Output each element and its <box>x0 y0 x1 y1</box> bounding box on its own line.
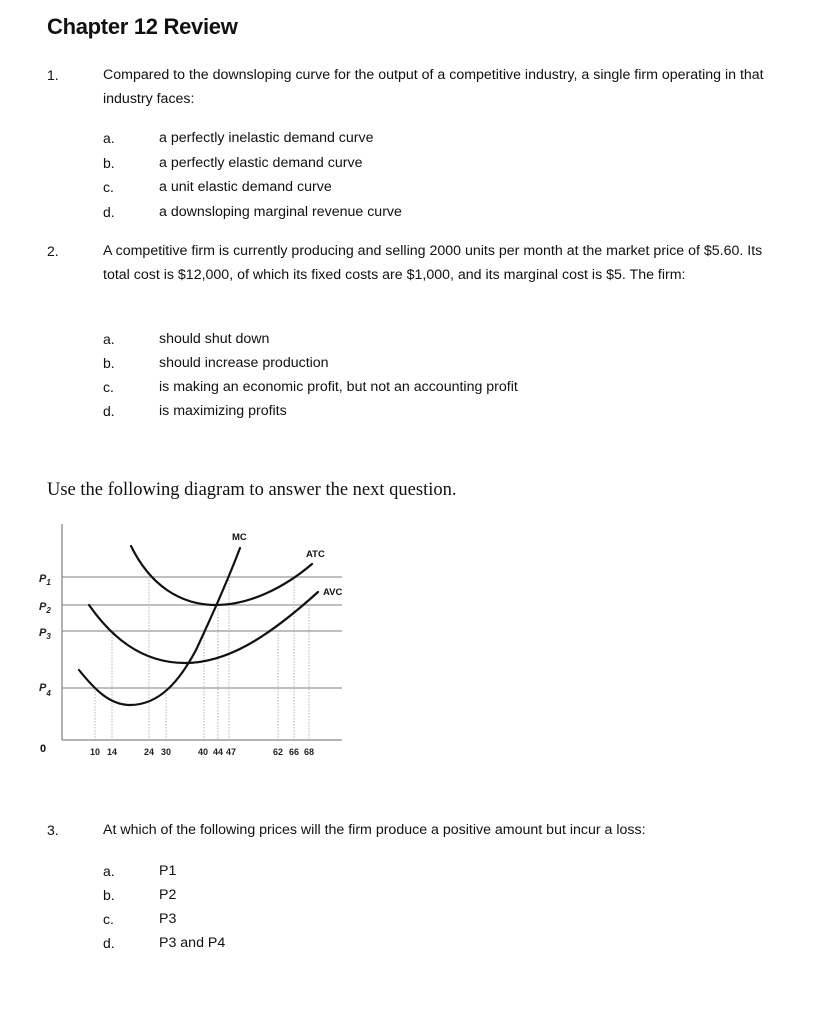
option-text: P2 <box>159 887 177 903</box>
option-text: should shut down <box>159 331 270 347</box>
option-letter: d. <box>103 935 115 951</box>
question-number: 3. <box>47 822 59 838</box>
mc-curve <box>79 548 240 705</box>
option-letter: c. <box>103 379 114 395</box>
x-tick-label: 68 <box>303 747 315 757</box>
p2-label: $P_2$ <box>39 601 51 615</box>
question-number: 1. <box>47 67 59 83</box>
option-text: a unit elastic demand curve <box>159 179 332 195</box>
question-text: A competitive firm is currently producing and selling 2000 units per month at the market price of $5.60. Its total cost is $12,000, of which its fixed costs are $1,000, and its marginal cost is $5. The firm: <box>103 243 763 283</box>
quantity-guides <box>95 577 309 740</box>
option-text: P1 <box>159 863 177 879</box>
option-text: P3 and P4 <box>159 935 226 951</box>
option-letter: d. <box>103 204 115 220</box>
p1-label: $P_1$ <box>39 573 51 587</box>
x-tick-label: 62 <box>272 747 284 757</box>
option-text: a perfectly elastic demand curve <box>159 155 363 171</box>
x-tick-label: 44 <box>212 747 224 757</box>
x-tick-label: 40 <box>197 747 209 757</box>
question-text: Compared to the downsloping curve for the output of a competitive industry, a single firm operating in that industry faces: <box>103 67 764 107</box>
x-tick-label: 14 <box>106 747 118 757</box>
option-text: a downsloping marginal revenue curve <box>159 204 402 220</box>
option-text: P3 <box>159 911 177 927</box>
x-tick-label: 30 <box>160 747 172 757</box>
diagram-instruction: Use the following diagram to answer the next question. <box>47 480 457 500</box>
question-text: At which of the following prices will the firm produce a positive amount but incur a loss: <box>103 822 646 838</box>
page-title: Chapter 12 Review <box>47 14 238 39</box>
option-letter: b. <box>103 887 115 903</box>
p4-label: $P_4$ <box>39 682 51 698</box>
cost-curves-diagram <box>30 515 360 765</box>
option-letter: c. <box>103 911 114 927</box>
option-letter: c. <box>103 179 114 195</box>
option-letter: d. <box>103 403 115 419</box>
option-text: is maximizing profits <box>159 403 287 419</box>
price-lines <box>62 577 342 688</box>
x-tick-label: 24 <box>143 747 155 757</box>
option-text: is making an economic profit, but not an accounting profit <box>159 379 518 395</box>
avc-label: AVC <box>323 587 343 598</box>
option-text: a perfectly inelastic demand curve <box>159 130 374 146</box>
atc-label: ATC <box>306 549 325 560</box>
origin-label: 0 <box>40 743 47 755</box>
option-letter: a. <box>103 331 115 347</box>
p3-label: $P_3$ <box>39 627 51 641</box>
question-number: 2. <box>47 243 59 259</box>
option-letter: b. <box>103 355 115 371</box>
mc-label: MC <box>232 532 247 543</box>
x-tick-label: 10 <box>89 747 101 757</box>
option-letter: a. <box>103 863 115 879</box>
option-text: should increase production <box>159 355 329 371</box>
option-letter: a. <box>103 130 115 146</box>
option-letter: b. <box>103 155 115 171</box>
x-tick-label: 47 <box>225 747 237 757</box>
x-tick-label: 66 <box>288 747 300 757</box>
